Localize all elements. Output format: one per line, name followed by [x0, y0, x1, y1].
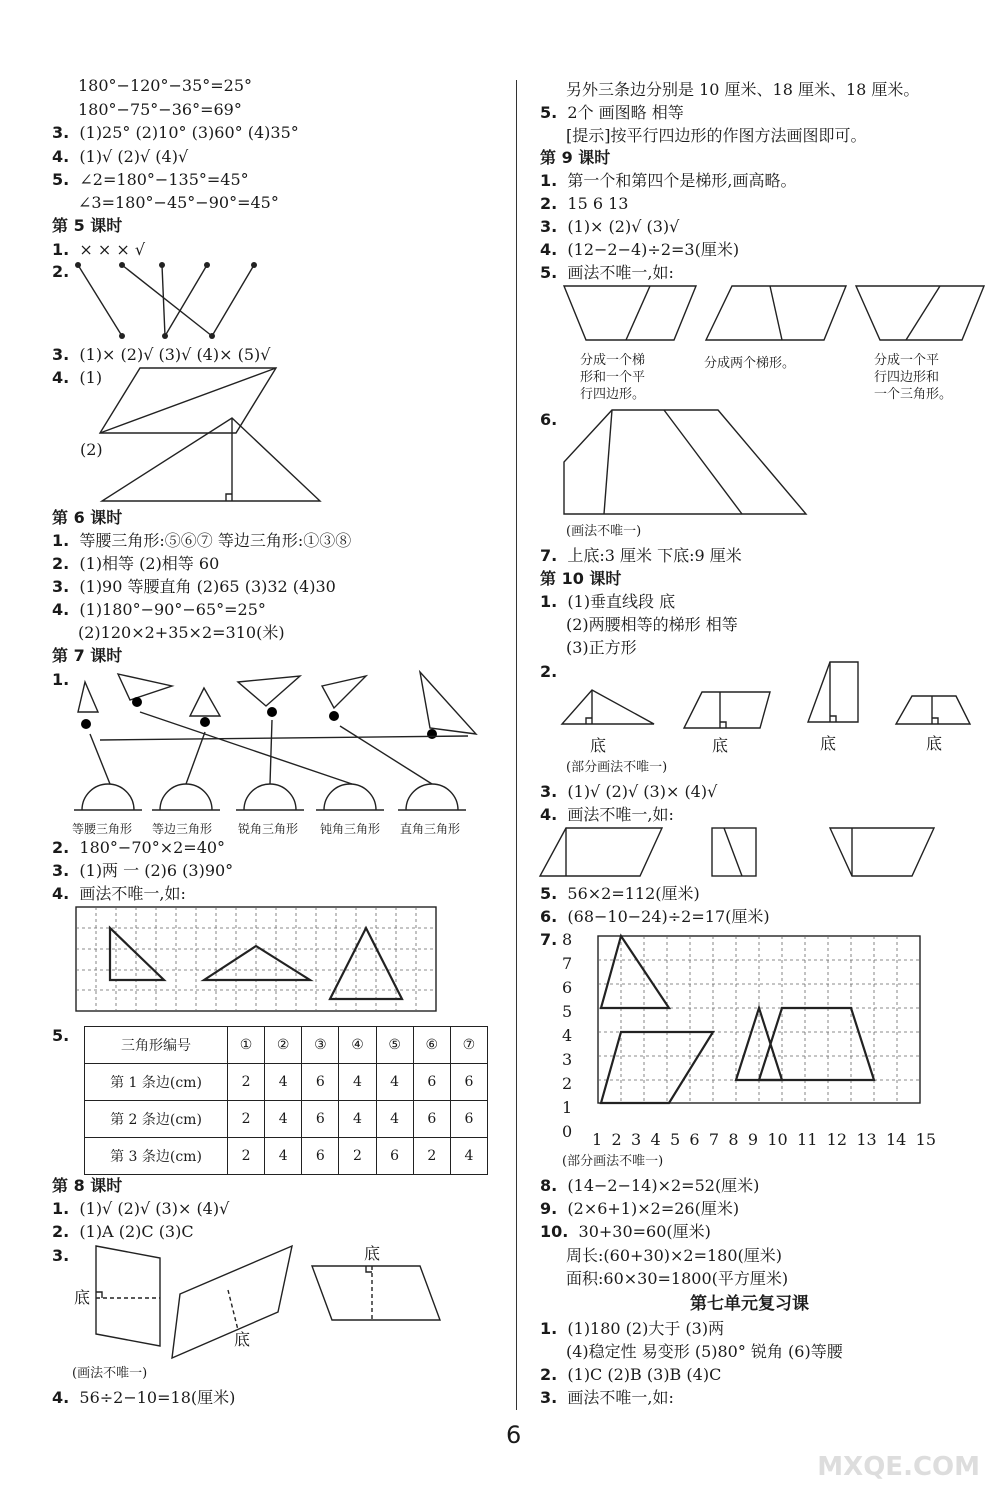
caption-right: 直角三角形: [400, 822, 461, 836]
page-number: 6: [506, 1421, 522, 1449]
item-number: 2.: [540, 1365, 558, 1384]
answer-text: (1)× (2)√ (3)√: [567, 217, 680, 236]
table-cell: 第 3 条边(cm): [85, 1138, 228, 1175]
item-number: 1.: [540, 171, 558, 190]
x-tick-label: 11: [797, 1130, 818, 1149]
item-number: 4.: [540, 805, 558, 824]
answer-text: (1)两 一 (2)6 (3)90°: [79, 861, 234, 880]
table-cell: 4: [339, 1101, 376, 1138]
x-tick-label: 4: [650, 1130, 661, 1149]
item-number: 5.: [52, 170, 70, 189]
caption-line: 分成一个梯: [580, 353, 646, 368]
table-cell: 4: [376, 1064, 413, 1101]
answer-text: (1)90 等腰直角 (2)65 (3)32 (4)30: [79, 577, 336, 596]
item-number: 1.: [52, 240, 70, 259]
l10-q1-part2: (2)两腰相等的梯形 相等: [566, 615, 738, 634]
table-cell: 4: [265, 1138, 302, 1175]
grid-x-labels: [592, 1130, 936, 1150]
x-tick-label: 14: [885, 1130, 907, 1149]
answer-text: 15 6 13: [567, 194, 629, 213]
y-tick-label: 7: [562, 954, 573, 973]
table-cell: 6: [413, 1101, 450, 1138]
base-label: 底: [364, 1244, 381, 1263]
item-number: 4.: [52, 600, 70, 619]
caption-isosceles: 等腰三角形: [72, 822, 133, 836]
x-tick-label: 1: [592, 1130, 603, 1149]
item-number: 3.: [52, 123, 70, 142]
answer-text: (14−2−14)×2=52(厘米): [567, 1176, 760, 1195]
x-tick-label: 2: [611, 1130, 622, 1149]
l10-note-2: (部分画法不唯一): [562, 1154, 664, 1169]
caption-obtuse: 钝角三角形: [320, 822, 381, 836]
answer-text: 画法不唯一,如:: [79, 884, 186, 903]
l10-perimeter: 周长:(60+30)×2=180(厘米): [566, 1246, 783, 1265]
y-tick-label: 4: [562, 1026, 573, 1045]
answer-text: 等腰三角形:⑤⑥⑦ 等边三角形:①③⑧: [79, 531, 352, 550]
caption-line: 分成一个平: [874, 353, 940, 368]
item-number: 2.: [52, 1222, 70, 1241]
table-cell: 6: [302, 1138, 339, 1175]
table-cell: 4: [265, 1101, 302, 1138]
table-cell: 6: [450, 1064, 487, 1101]
answer-text: 第一个和第四个是梯形,画高略。: [567, 171, 797, 190]
y-tick-label: 2: [562, 1074, 573, 1093]
l7-q1-number: 1.: [52, 670, 70, 689]
answer-text: (2×6+1)×2=26(厘米): [567, 1199, 740, 1218]
l6-q4-part2: (2)120×2+35×2=310(米): [78, 623, 285, 642]
l10-q10: [540, 1222, 711, 1242]
l5-q4-part2: (2): [80, 440, 103, 459]
answer-text: (1)× (2)√ (3)√ (4)× (5)√: [79, 345, 271, 364]
caption-line: 一个三角形。: [874, 387, 953, 402]
lesson-8-title: 第 8 课时: [52, 1176, 123, 1195]
x-tick-label: 10: [767, 1130, 788, 1149]
item-number: 8.: [540, 1176, 558, 1195]
x-tick-label: 5: [669, 1130, 681, 1149]
item-number: 1.: [540, 1319, 558, 1338]
base-label: 底: [712, 736, 729, 755]
l8-q3-number: 3.: [52, 1246, 70, 1265]
review-q2: [540, 1365, 721, 1385]
item-number: 3.: [540, 1388, 558, 1407]
answer-text: × × × √: [79, 240, 146, 259]
item-number: 3.: [52, 577, 70, 596]
caption-acute: 锐角三角形: [238, 822, 299, 836]
item-number: 5.: [540, 884, 558, 903]
r-hint: [提示]按平行四边形的作图方法画图即可。: [566, 126, 867, 145]
x-tick-label: 12: [826, 1130, 848, 1149]
base-label: 底: [820, 734, 837, 753]
answer-text: 画法不唯一,如:: [567, 805, 674, 824]
l9-q6-number: 6.: [540, 410, 558, 429]
lesson-6-title: 第 6 课时: [52, 508, 123, 527]
item-number: 9.: [540, 1199, 558, 1218]
item-number: 1.: [52, 531, 70, 550]
answer-text: (1)√ (2)√ (3)× (4)√: [79, 1199, 230, 1218]
lesson-7-title: 第 7 课时: [52, 646, 123, 665]
answer-text: (1)垂直线段 底: [567, 592, 676, 611]
table-cell: 2: [339, 1138, 376, 1175]
review-title: 第七单元复习课: [690, 1294, 809, 1314]
x-tick-label: 3: [630, 1130, 642, 1149]
y-tick-label: 0: [562, 1122, 573, 1141]
l10-q9: [540, 1199, 739, 1219]
answer-text: (1): [79, 368, 103, 387]
item-number: 4.: [540, 240, 558, 259]
item-number: 10.: [540, 1222, 569, 1241]
watermark: MXQE.COM: [817, 1452, 980, 1482]
answer-text: (1)A (2)C (3)C: [79, 1222, 194, 1241]
caption-line: 行四边形和: [874, 370, 940, 385]
table-cell: 4: [339, 1064, 376, 1101]
table-cell: 6: [450, 1101, 487, 1138]
table-header: ④: [339, 1027, 376, 1064]
answer-text: 30+30=60(厘米): [578, 1222, 711, 1241]
base-label: 底: [590, 736, 607, 755]
x-tick-label: 9: [747, 1130, 759, 1149]
item-number: 5.: [540, 263, 558, 282]
l10-q2-number: 2.: [540, 662, 558, 681]
answer-text: 画法不唯一,如:: [567, 1388, 674, 1407]
x-tick-label: 13: [856, 1130, 877, 1149]
table-cell: 2: [413, 1138, 450, 1175]
answer-text: 上底:3 厘米 下底:9 厘米: [567, 546, 742, 565]
table-header: 三角形编号: [85, 1027, 228, 1064]
item-number: 3.: [540, 782, 558, 801]
answer-text: 56×2=112(厘米): [567, 884, 700, 903]
item-number: 2.: [52, 838, 70, 857]
l9-caption-2: 分成两个梯形。: [704, 356, 796, 371]
base-label: 底: [234, 1330, 251, 1349]
l5-q2-number: 2.: [52, 262, 70, 281]
review-q1-part2: (4)稳定性 易变形 (5)80° 锐角 (6)等腰: [566, 1342, 843, 1361]
item-number: 4.: [52, 368, 70, 387]
l8-note: (画法不唯一): [72, 1366, 148, 1381]
table-cell: 第 1 条边(cm): [85, 1064, 228, 1101]
calc-line-2: 180°−75°−36°=69°: [78, 100, 242, 119]
table-cell: 第 2 条边(cm): [85, 1101, 228, 1138]
table-cell: 2: [228, 1064, 265, 1101]
item-number: 7.: [540, 546, 558, 565]
y-tick-label: 1: [562, 1098, 573, 1117]
lesson-9-title: 第 9 课时: [540, 148, 611, 167]
x-tick-label: 6: [689, 1130, 700, 1149]
calc-line-1: 180°−120°−35°=25°: [78, 76, 253, 95]
table-cell: 4: [265, 1064, 302, 1101]
x-tick-label: 8: [728, 1130, 739, 1149]
answer-text: (1)相等 (2)相等 60: [79, 554, 220, 573]
item-number: 5.: [540, 103, 558, 122]
base-label: 底: [74, 1288, 91, 1307]
answer-text: (1)180 (2)大于 (3)两: [567, 1319, 725, 1338]
answer-text: ∠2=180°−135°=45°: [79, 170, 249, 189]
answer-text: (1)180°−90°−65°=25°: [79, 600, 266, 619]
review-q1: [540, 1319, 724, 1339]
table-cell: 4: [376, 1101, 413, 1138]
answer-text: (1)C (2)B (3)B (4)C: [567, 1365, 722, 1384]
y-tick-label: 8: [562, 930, 573, 949]
l9-note: (画法不唯一): [566, 524, 642, 539]
l7-q5-number: 5.: [52, 1026, 70, 1045]
item-number: 4.: [52, 147, 70, 166]
table-cell: 6: [413, 1064, 450, 1101]
base-label: 底: [926, 734, 943, 753]
table-cell: 4: [450, 1138, 487, 1175]
item-number: 1.: [540, 592, 558, 611]
item-number: 2.: [540, 194, 558, 213]
table-header: ③: [302, 1027, 339, 1064]
angle-line-2: ∠3=180°−45°−90°=45°: [78, 193, 279, 212]
answer-text: (68−10−24)÷2=17(厘米): [567, 907, 770, 926]
x-tick-label: 7: [708, 1130, 720, 1149]
y-tick-label: 3: [562, 1050, 573, 1069]
review-q3: [540, 1388, 674, 1408]
answer-text: 2个 画图略 相等: [567, 103, 684, 122]
item-number: 2.: [52, 554, 70, 573]
caption-equilateral: 等边三角形: [152, 822, 213, 836]
table-cell: 6: [302, 1101, 339, 1138]
table-header: ⑤: [376, 1027, 413, 1064]
l10-note: (部分画法不唯一): [566, 760, 668, 775]
table-cell: 2: [228, 1138, 265, 1175]
item-number: 4.: [52, 1388, 70, 1407]
item-number: 3.: [52, 345, 70, 364]
caption-line: 行四边形。: [580, 387, 646, 402]
table-header: ①: [228, 1027, 265, 1064]
item-number: 6.: [540, 907, 558, 926]
item-number: 1.: [52, 1199, 70, 1218]
item-number: 3.: [52, 861, 70, 880]
item-number: 4.: [52, 884, 70, 903]
answer-text: 180°−70°×2=40°: [79, 838, 226, 857]
y-tick-label: 6: [562, 978, 573, 997]
answer-text: 56÷2−10=18(厘米): [79, 1388, 236, 1407]
table-cell: 6: [302, 1064, 339, 1101]
answer-text: (12−2−4)÷2=3(厘米): [567, 240, 740, 259]
lesson-5-title: 第 5 课时: [52, 216, 123, 235]
answer-text: (1)√ (2)√ (3)× (4)√: [567, 782, 718, 801]
l10-q1-part3: (3)正方形: [566, 638, 637, 657]
caption-line: 形和一个平: [580, 370, 646, 385]
table-header: ②: [265, 1027, 302, 1064]
l10-area: 面积:60×30=1800(平方厘米): [566, 1269, 789, 1288]
lesson-10-title: 第 10 课时: [540, 569, 622, 588]
table-header: ⑥: [413, 1027, 450, 1064]
x-tick-label: 15: [915, 1130, 936, 1149]
answer-text: (1)25° (2)10° (3)60° (4)35°: [79, 123, 299, 142]
r-top-line: 另外三条边分别是 10 厘米、18 厘米、18 厘米。: [566, 80, 920, 99]
answer-text: (1)√ (2)√ (4)√: [79, 147, 189, 166]
answer-text: 画法不唯一,如:: [567, 263, 674, 282]
l10-q8: [540, 1176, 759, 1196]
table-header: ⑦: [450, 1027, 487, 1064]
y-tick-label: 5: [562, 1002, 573, 1021]
l10-q7-number: 7.: [540, 930, 558, 949]
grid-y-labels: [562, 928, 572, 1144]
item-number: 3.: [540, 217, 558, 236]
table-cell: 2: [228, 1101, 265, 1138]
table-cell: 6: [376, 1138, 413, 1175]
